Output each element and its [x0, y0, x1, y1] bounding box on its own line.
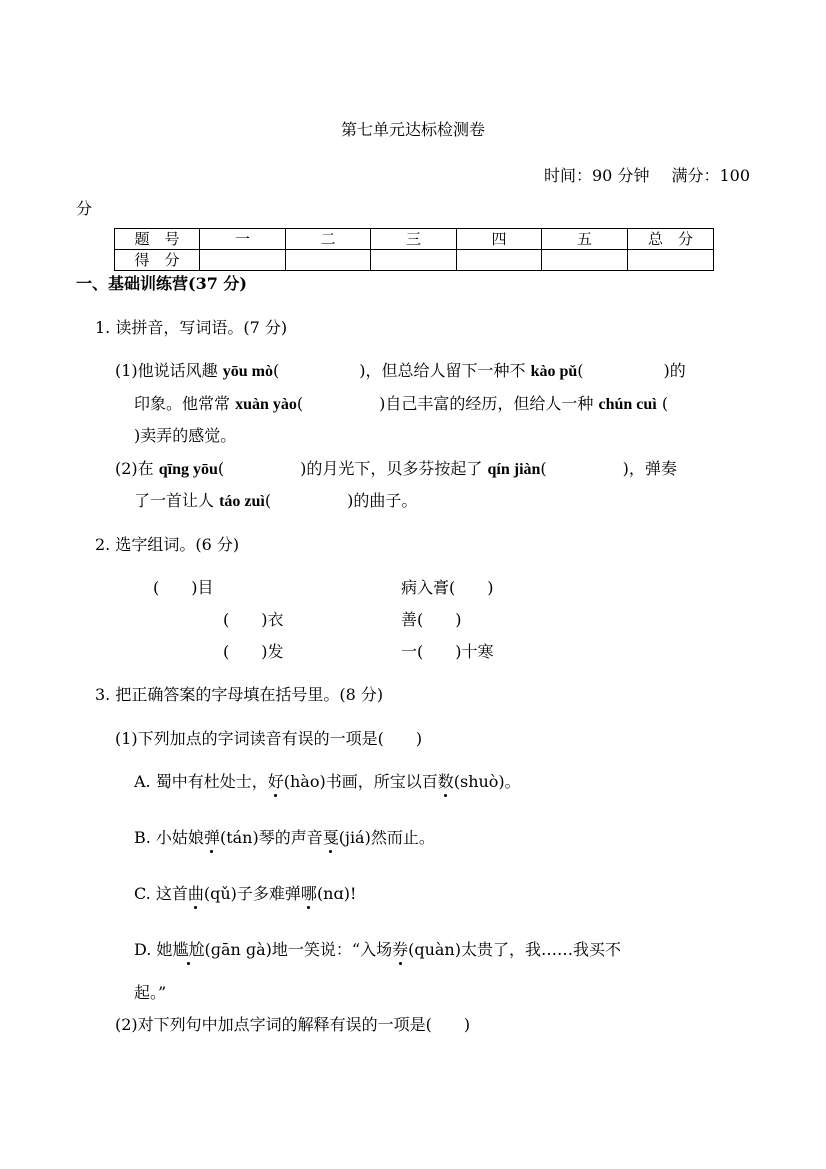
option-a[interactable]	[134, 772, 521, 792]
exam-meta	[544, 166, 750, 186]
page-title: 第七单元达标检测卷	[340, 120, 485, 139]
question-1-part-1-line-3: )卖弄的感觉。	[134, 426, 237, 445]
dotted-char: 弹	[203, 828, 220, 847]
score-input-cell[interactable]	[200, 250, 286, 271]
score-table-cell: 得 分	[115, 250, 200, 271]
question-1-part-1-line-2	[134, 394, 668, 415]
dotted-char: 哪	[300, 884, 317, 903]
text: )自己丰富的经历，但给人一种	[379, 394, 599, 413]
text: )，弹奏	[622, 459, 677, 478]
text: (2)在	[115, 459, 159, 478]
option-d-line-2: 起。”	[134, 983, 167, 1002]
text: D. 她	[134, 940, 173, 959]
exam-time: 时间：90 分钟	[544, 166, 650, 185]
word-item[interactable]: 一( )十寒	[401, 642, 494, 661]
question-3-part-2: (2)对下列句中加点字词的解释有误的一项是( )	[115, 1015, 471, 1034]
text: 了一首让人	[134, 491, 220, 510]
pinyin: qīng yōu	[158, 461, 218, 478]
question-3-stem: 3. 把正确答案的字母填在括号里。(8 分)	[95, 685, 384, 704]
text: (	[296, 394, 304, 413]
text: (	[217, 459, 225, 478]
text: (1)他说话风趣	[115, 361, 223, 380]
word-item[interactable]: ( )目	[153, 578, 214, 597]
score-table-header-row	[115, 229, 714, 250]
text: (	[540, 459, 547, 478]
exam-full-score-tail: 分	[76, 199, 93, 218]
score-table-cell: 题 号	[115, 229, 200, 250]
text: 印象。他常常	[134, 394, 236, 413]
question-3-part-1: (1)下列加点的字词读音有误的一项是( )	[115, 729, 423, 748]
question-2-stem: 2. 选字组词。(6 分)	[95, 535, 240, 554]
text: (ɡān ɡà)地一笑说：“入场	[204, 940, 393, 959]
text: (	[273, 361, 280, 380]
dotted-char: 数	[437, 772, 454, 791]
score-input-cell[interactable]	[628, 250, 714, 271]
exam-full-score: 满分：100	[671, 166, 750, 185]
score-table-cell: 五	[542, 229, 628, 250]
text: )的月光下，贝多芬按起了	[300, 459, 488, 478]
text: (quàn)太贵了，我……我买不	[408, 940, 621, 959]
option-c[interactable]	[134, 884, 356, 904]
question-1-part-2-line-2	[134, 491, 417, 512]
text: (jiá)然而止。	[338, 828, 435, 847]
score-table-cell: 二	[286, 229, 371, 250]
score-table-cell: 四	[457, 229, 542, 250]
text: (hào)书画，所宝以百	[283, 772, 438, 791]
pinyin: táo zuì	[219, 493, 265, 510]
question-1-part-1-line-1	[115, 361, 686, 382]
text: )的曲子。	[347, 491, 418, 510]
section-heading: 一、基础训练营(37 分)	[76, 274, 247, 293]
score-input-cell[interactable]	[542, 250, 628, 271]
text: (	[577, 361, 584, 380]
text: )的	[663, 361, 686, 380]
dotted-char: 尴尬	[172, 940, 205, 959]
option-d[interactable]	[134, 940, 621, 960]
text: (nɑ)!	[316, 884, 357, 903]
text: (shuò)。	[453, 772, 521, 791]
score-input-cell[interactable]	[286, 250, 371, 271]
score-table-cell: 一	[200, 229, 286, 250]
text: C. 这首	[134, 884, 188, 903]
score-table	[114, 228, 714, 271]
text: (tán)琴的声音	[219, 828, 323, 847]
score-table-cell: 三	[371, 229, 457, 250]
score-table-cell: 总 分	[628, 229, 714, 250]
text: (	[656, 394, 669, 413]
pinyin: chún cuì	[598, 396, 657, 413]
pinyin: yōu mò	[222, 363, 273, 380]
text: A. 蜀中有杜处士，	[134, 772, 268, 791]
text: (qǔ)子多难弹	[203, 884, 301, 903]
dotted-char: 券	[392, 940, 409, 959]
score-input-cell[interactable]	[371, 250, 457, 271]
word-item[interactable]: 病入膏( )	[401, 578, 494, 597]
question-1-part-2-line-1	[115, 459, 677, 480]
text: (	[264, 491, 272, 510]
text: )，但总给人留下一种不	[359, 361, 531, 380]
score-input-cell[interactable]	[457, 250, 542, 271]
word-item[interactable]: ( )衣	[223, 610, 284, 629]
dotted-char: 好	[267, 772, 284, 791]
pinyin: xuàn yào	[235, 396, 297, 413]
option-b[interactable]	[134, 828, 435, 848]
pinyin: qín jiàn	[487, 461, 541, 478]
pinyin: kào pǔ	[530, 363, 578, 380]
dotted-char: 戛	[322, 828, 339, 847]
text: B. 小姑娘	[134, 828, 204, 847]
question-1-stem: 1. 读拼音，写词语。(7 分)	[95, 318, 288, 337]
score-table-score-row	[115, 250, 714, 271]
dotted-char: 曲	[187, 884, 204, 903]
word-item[interactable]: 善( )	[401, 610, 462, 629]
word-item[interactable]: ( )发	[223, 642, 284, 661]
